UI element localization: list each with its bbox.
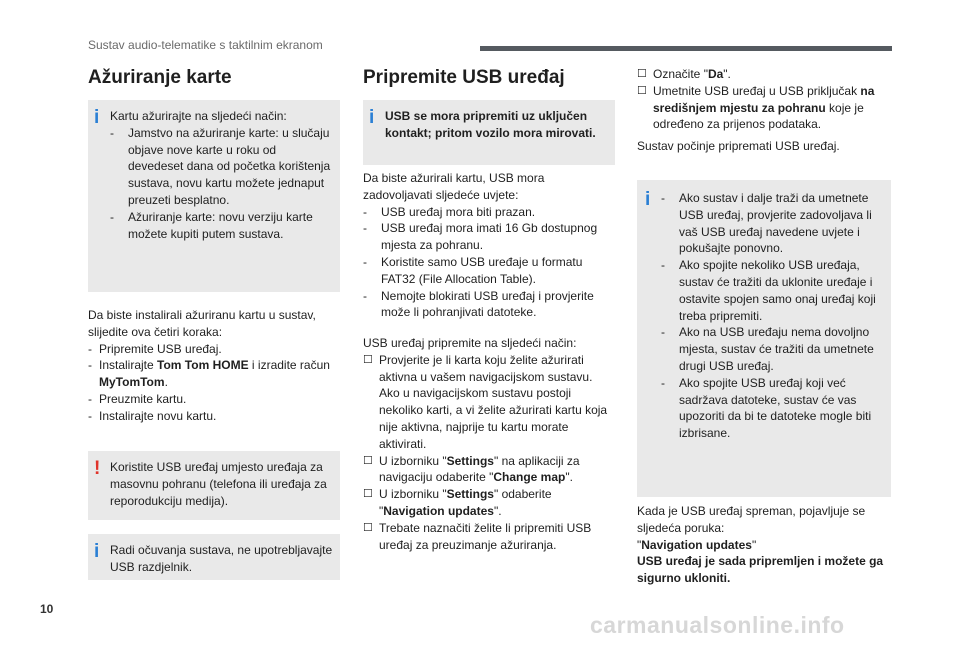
ready-block (637, 503, 889, 587)
info-icon: i (94, 107, 100, 128)
checklist-item: ☐ Umetnite USB uređaj u USB priključak na središnjem mjestu za pohranu koje je određeno za prijenos podataka. (637, 83, 875, 132)
steps-block (88, 307, 340, 425)
info-box-ignition (363, 100, 615, 165)
list-item: - Ažuriranje karte: novu verziju karte možete kupiti putem sustava. (110, 209, 313, 241)
checkbox-icon: ☐ (363, 521, 373, 534)
step-item: - Preuzmite kartu. (88, 391, 187, 406)
conditions-intro: Da biste ažurirali kartu, USB mora zadovoljavati sljedeće uvjete: (363, 171, 545, 202)
checklist-item: ☐ U izborniku "Settings" odaberite "Navigation updates". (363, 487, 552, 518)
prepare-intro: USB uređaj pripremite na sljedeći način: (363, 336, 577, 350)
checkbox-icon: ☐ (363, 353, 373, 366)
condition-item: - Koristite samo USB uređaje u formatu FAT32 (File Allocation Table). (363, 254, 583, 286)
list-item: - Jamstvo na ažuriranje karte: u slučaju objave nove karte u roku od devedeset dana od početka korištenja sustava, novu kartu možete jednaput preuzeti besplatno. (110, 125, 331, 207)
info-icon: i (94, 541, 100, 562)
start-text: Sustav počinje pripremati USB uređaj. (637, 139, 840, 153)
checklist-item: ☐ U izborniku "Settings" na aplikaciji za navigaciju odaberite "Change map". (363, 453, 580, 485)
info-intro: Kartu ažurirajte na sljedeći način: (110, 109, 287, 123)
conditions-block (363, 170, 615, 321)
checklist-item: ☐ Trebate naznačiti želite li pripremiti USB uređaj za preuzimanje ažuriranja. (363, 520, 592, 552)
info-box-map-update (88, 100, 340, 292)
watermark: carmanualsonline.info (590, 612, 845, 638)
ready-intro: Kada je USB uređaj spreman, pojavljuje se sljedeća poruka: (637, 504, 866, 535)
condition-item: - USB uređaj mora biti prazan. (363, 204, 536, 219)
info-box-troubleshoot (637, 180, 891, 497)
info-text: USB se mora pripremiti uz uključen kontakt; pritom vozilo mora mirovati. (385, 109, 596, 140)
step-item: - Instalirajte Tom Tom HOME i izradite račun MyTomTom. (88, 358, 330, 390)
section-title-prepare-usb: Pripremite USB uređaj (363, 67, 565, 88)
ready-title: "Navigation updates" (637, 537, 757, 552)
confirm-steps-block (637, 66, 889, 133)
page-number: 10 (40, 602, 54, 616)
list-item: - Ako sustav i dalje traži da umetnete USB uređaj, provjerite zadovoljava li vaš USB uređaj navedene uvjete i pokušajte ponovno. (661, 191, 872, 256)
list-item: - Ako spojite nekoliko USB uređaja, sustav će tražiti da uklonite uređaje i ostavite spojen samo onaj uređaj koji treba pripremiti. (661, 258, 876, 323)
step-item: - Instalirajte novu kartu. (88, 408, 217, 423)
checkbox-icon: ☐ (637, 84, 647, 97)
warning-text: Koristite USB uređaj umjesto uređaja za masovnu pohranu (telefona ili uređaja za reporodukciju medija). (110, 460, 327, 508)
header-section-title: Sustav audio-telematike s taktilnim ekranom (88, 38, 323, 52)
info-icon: i (645, 189, 651, 210)
checklist-item: ☐ Provjerite je li karta koju želite ažurirati aktivna u vašem navigacijskom sustavu. Ako u navigacijskom sustavu postoji nekoliko karti, a vi želite ažurirati kartu koja nije aktivna, najprije tu kartu morate aktivirati. (363, 352, 608, 451)
page-title: Ažuriranje karte (88, 67, 232, 88)
ready-message: USB uređaj je sada pripremljen i možete ga sigurno ukloniti. (637, 554, 884, 586)
warning-box (88, 451, 340, 520)
condition-item: - Nemojte blokirati USB uređaj i provjerite može li pohranjivati datoteke. (363, 288, 594, 320)
header-bar (480, 46, 892, 51)
checkbox-icon: ☐ (637, 68, 647, 80)
checkbox-icon: ☐ (363, 454, 373, 467)
list-item: - Ako na USB uređaju nema dovoljno mjesta, sustav će tražiti da umetnete drugi USB uređaj. (661, 325, 874, 373)
checkbox-icon: ☐ (363, 488, 373, 501)
step-item: - Pripremite USB uređaj. (88, 341, 222, 356)
info-icon: i (369, 107, 375, 128)
list-item: - Ako spojite USB uređaj koji već sadržava datoteke, sustav će vas upozoriti da bi te datoteke mogle biti izbrisane. (661, 375, 872, 441)
steps-intro: Da biste instalirali ažuriranu kartu u sustav, slijedite ova četiri koraka: (88, 308, 316, 339)
warning-icon: ! (94, 458, 101, 479)
condition-item: - USB uređaj mora imati 16 Gb dostupnog mjesta za pohranu. (363, 221, 598, 253)
info-box-usb-hub (88, 534, 340, 580)
prepare-steps-block (363, 335, 615, 553)
checklist-item: ☐ Označite "Da". (637, 67, 731, 81)
info-text: Radi očuvanja sustava, ne upotrebljavajte USB razdjelnik. (110, 543, 333, 574)
